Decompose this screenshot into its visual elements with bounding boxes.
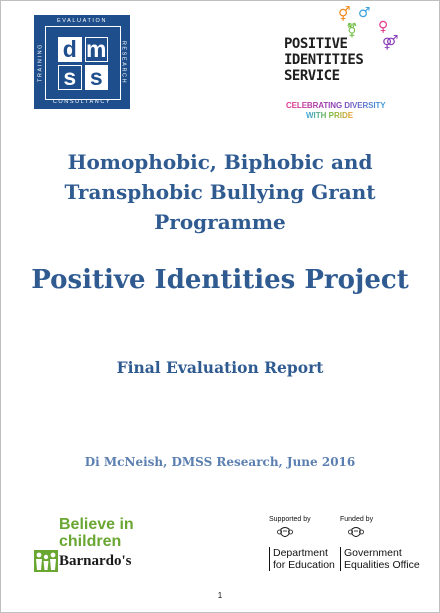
dmss-edge-left: TRAINING bbox=[37, 42, 44, 83]
dmss-letter-m: m bbox=[86, 36, 107, 62]
pis-line-2: IDENTITIES bbox=[284, 52, 364, 68]
report-title: Final Evaluation Report bbox=[116, 358, 324, 377]
male-symbol-icon: ♂ bbox=[358, 5, 371, 21]
barnardos-slogan-line-1: Believe in bbox=[59, 516, 134, 533]
pis-tagline-2: WITH PRIDE bbox=[306, 111, 354, 120]
page-number: 1 bbox=[217, 591, 223, 600]
geo-logo bbox=[340, 515, 428, 571]
supported-by-caption: Supported by bbox=[269, 516, 311, 523]
dmss-letter-d: d bbox=[58, 37, 82, 62]
dmss-letter-s1: s bbox=[58, 65, 82, 90]
royal-crest-icon bbox=[348, 526, 364, 540]
geo-name-line-2: Equalities Office bbox=[344, 559, 420, 571]
pis-line-3: SERVICE bbox=[284, 68, 340, 84]
dfe-logo bbox=[269, 515, 335, 571]
barnardos-slogan bbox=[59, 516, 134, 550]
dfe-name-line-2: for Education bbox=[273, 559, 335, 571]
pis-tagline-1: CELEBRATING DIVERSITY bbox=[286, 101, 386, 110]
dmss-inner-frame bbox=[45, 26, 121, 100]
dfe-name-line-1: Department bbox=[273, 547, 328, 559]
symbol-icon: ⚥ bbox=[338, 7, 351, 23]
funded-by-caption: Funded by bbox=[340, 516, 374, 523]
female-symbol-icon: ♀ bbox=[378, 19, 389, 35]
main-title-line-3: Programme bbox=[154, 210, 286, 234]
author-line: Di McNeish, DMSS Research, June 2016 bbox=[84, 455, 356, 469]
dmss-letter-s2: s bbox=[85, 65, 109, 90]
children-figures-icon bbox=[34, 550, 58, 572]
main-title-line-1: Homophobic, Biphobic and bbox=[67, 150, 373, 174]
dmss-letter-grid bbox=[58, 37, 108, 89]
main-title-line-2: Transphobic Bullying Grant bbox=[64, 180, 376, 204]
dmss-edge-right: RESEARCH bbox=[120, 40, 127, 85]
positive-identities-logo bbox=[284, 6, 404, 124]
transgender-symbol-icon: ⚧ bbox=[346, 23, 358, 39]
geo-name bbox=[340, 547, 428, 571]
pis-logo-title bbox=[284, 36, 368, 84]
dfe-name bbox=[269, 547, 335, 571]
royal-crest-icon bbox=[277, 526, 293, 540]
main-title bbox=[1, 147, 439, 237]
barnardos-slogan-line-2: children bbox=[59, 533, 122, 550]
geo-name-line-1: Government bbox=[344, 547, 402, 559]
dmss-logo bbox=[34, 15, 130, 109]
barnardos-name: Barnardo's bbox=[59, 553, 132, 569]
pis-line-1: POSITIVE bbox=[284, 36, 348, 52]
dmss-edge-bottom: CONSULTANCY bbox=[52, 99, 112, 105]
government-logos bbox=[269, 515, 429, 575]
project-title: Positive Identities Project bbox=[31, 265, 409, 295]
dmss-edge-top: EVALUATION bbox=[56, 18, 108, 24]
barnardos-logo bbox=[34, 516, 154, 576]
symbol-icon: ⚤ bbox=[382, 35, 399, 51]
